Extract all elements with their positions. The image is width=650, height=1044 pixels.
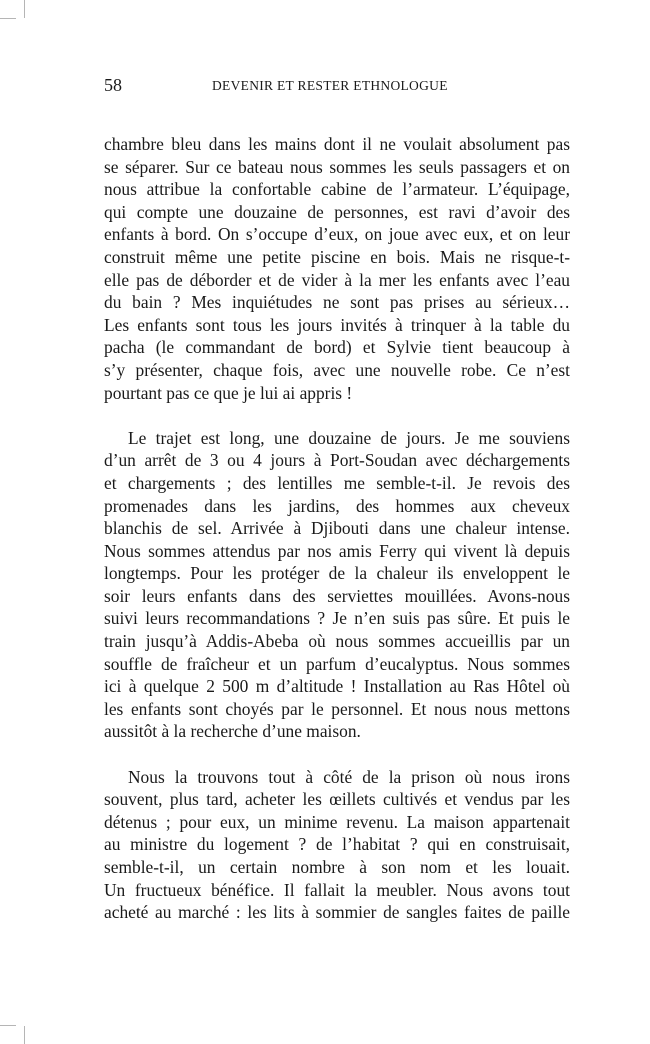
text-line: suivi leurs recommandations ? Je n’en suis pas sûre. Et puis le (104, 608, 570, 629)
text-line: Les enfants sont tous les jours invités à trinquer à la table du (104, 314, 570, 335)
text-line: semble-t-il, un certain nombre à son nom et les louait. (104, 857, 570, 877)
paragraph-2 (104, 427, 570, 743)
crop-mark-top-vertical (24, 0, 25, 18)
text-line: promenades dans les jardins, des hommes aux cheveux (104, 495, 570, 516)
text-line: se séparer. Sur ce bateau nous sommes les seuls passagers et on (104, 156, 570, 177)
crop-mark-bottom-vertical (24, 1026, 25, 1044)
text-line: ici à quelque 2 500 m d’altitude ! Installation au Ras Hôtel où (104, 676, 570, 697)
crop-mark-bottom-horizontal (0, 1025, 16, 1026)
running-title: DEVENIR ET RESTER ETHNOLOGUE (212, 78, 448, 93)
text-line: acheté au marché : les lits à sommier de sangles faites de paille (104, 902, 570, 923)
text-line: détenus ; pour eux, un minime revenu. La maison appartenait (104, 811, 570, 832)
page-number: 58 (104, 75, 122, 95)
text-line: qui compte une douzaine de personnes, est ravi d’avoir des (104, 201, 570, 222)
text-line: pacha (le commandant de bord) et Sylvie tient beaucoup à (104, 337, 570, 358)
paragraph-3 (104, 766, 570, 924)
text-line: train jusqu’à Addis-Abeba où nous sommes accueillis par un (104, 631, 570, 652)
text-line: pourtant pas ce que je lui ai appris ! (104, 382, 353, 403)
text-line: nous attribue la confortable cabine de l’armateur. L’équipage, (104, 179, 570, 200)
text-line: longtemps. Pour les protéger de la chaleur ils enveloppent le (104, 563, 570, 584)
body-text (104, 133, 570, 924)
text-line: souvent, plus tard, acheter les œillets cultivés et vendus par les (104, 789, 570, 810)
text-line: Un fructueux bénéfice. Il fallait la meubler. Nous avons tout (104, 879, 570, 900)
paragraph-1 (104, 133, 570, 404)
text-line: construit même une petite piscine en bois. Mais ne risque-t- (104, 246, 570, 267)
crop-mark-top-horizontal (0, 18, 16, 19)
text-line: elle pas de déborder et de vider à la mer les enfants avec l’eau (104, 269, 570, 290)
text-line: et chargements ; des lentilles me semble-t-il. Je revois des (104, 472, 570, 493)
text-line: Nous la trouvons tout à côté de la prison où nous irons (128, 766, 570, 787)
text-line: Le trajet est long, une douzaine de jours. Je me souviens (128, 427, 570, 448)
text-line: d’un arrêt de 3 ou 4 jours à Port-Soudan avec déchargements (104, 450, 570, 471)
text-line: aussitôt à la recherche d’une maison. (104, 721, 361, 742)
text-line: chambre bleu dans les mains dont il ne voulait absolument pas (104, 134, 570, 154)
text-line: enfants à bord. On s’occupe d’eux, on joue avec eux, et on leur (104, 224, 570, 245)
text-line: au ministre du logement ? de l’habitat ? qui en construisait, (104, 834, 570, 855)
text-line: Nous sommes attendus par nos amis Ferry qui vivent là depuis (104, 540, 570, 561)
text-line: s’y présenter, chaque fois, avec une nouvelle robe. Ce n’est (104, 359, 570, 380)
text-line: blanchis de sel. Arrivée à Djibouti dans une chaleur intense. (104, 518, 570, 539)
text-line: les enfants sont choyés par le personnel. Et nous nous mettons (104, 698, 570, 719)
running-head (104, 74, 570, 98)
text-line: soir leurs enfants dans des serviettes mouillées. Avons-nous (104, 585, 570, 606)
text-line: du bain ? Mes inquiétudes ne sont pas prises au sérieux… (104, 292, 570, 313)
text-line: souffle de fraîcheur et un parfum d’eucalyptus. Nous sommes (104, 653, 570, 674)
